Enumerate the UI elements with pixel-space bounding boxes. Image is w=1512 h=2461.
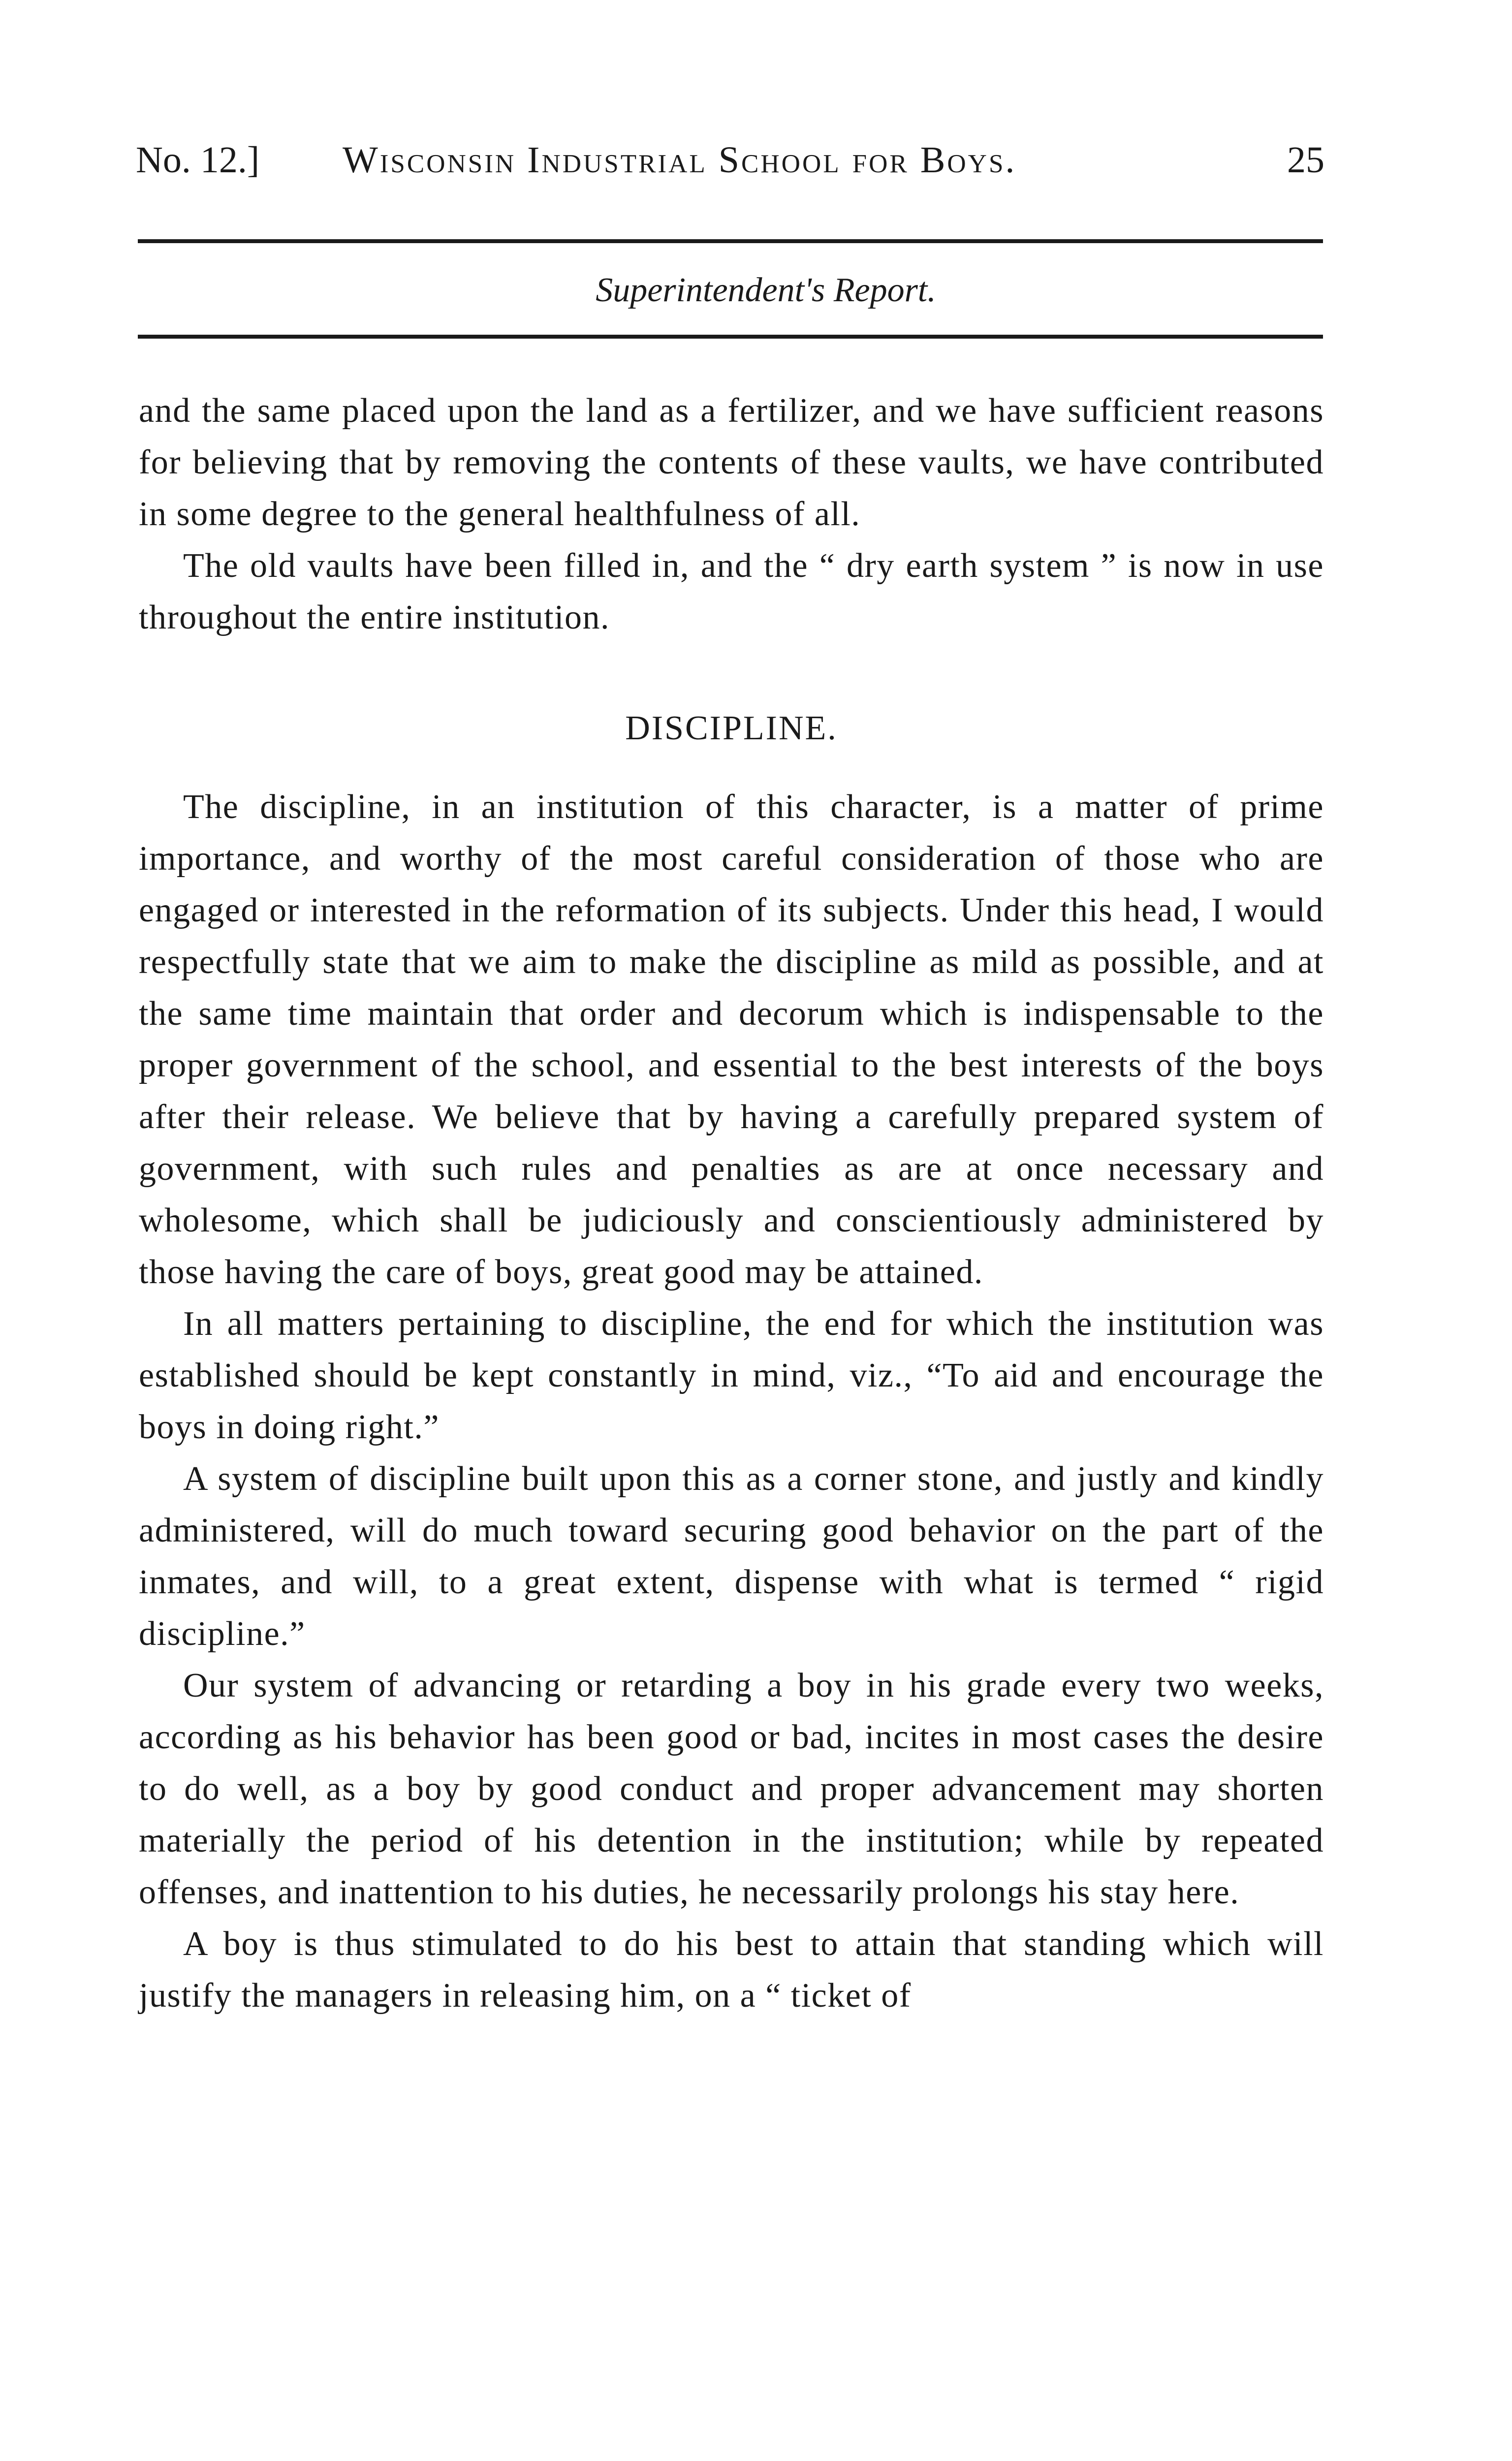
header-rule-bottom xyxy=(138,335,1323,339)
document-number: No. 12.] xyxy=(136,139,260,181)
report-subheader: Superintendent's Report. xyxy=(596,271,936,309)
paragraph-vaults: The old vaults have been filled in, and the “ dry earth system ” is now in use throughout the entire institution. xyxy=(139,547,1324,636)
running-header xyxy=(136,133,1324,187)
paragraph-discipline: The discipline, in an institution of this character, is a matter of prime importance, and worthy of the most careful consideration of those who are engaged or interested in the reformation of its subjects. Under this head, I would respectfully state that we aim to make the discipline as mild as possible, and at the same time maintain that order and decorum which is indispensable to the proper government of the school, and essential to the best interests of the boys after their release. We believe that by having a carefully prepared system of government, with such rules and penalties as are at once necessary and wholesome, which shall be judiciously and conscientiously administered by those having the care of boys, great good may be attained. xyxy=(139,788,1324,1291)
paragraph-system: A system of discipline built upon this as a corner stone, and justly and kindly administered, will do much toward securing good behavior on the part of the inmates, and will, to a great extent, dispense with what is termed “ rigid discipline.” xyxy=(139,1460,1324,1653)
paragraph-continued: and the same placed upon the land as a fertilizer, and we have sufficient reasons for believing that by removing the contents of these vaults, we have contributed in some degree to the general healthfulness of all. xyxy=(139,392,1324,533)
header-rule-top xyxy=(138,239,1323,243)
body-text xyxy=(139,385,1324,2021)
paragraph-aim: In all matters pertaining to discipline, the end for which the institution was established should be kept constantly in mind, viz., “To aid and encourage the boys in doing right.” xyxy=(139,1305,1324,1446)
publication-title: Wisconsin Industrial School for Boys. xyxy=(343,139,1017,181)
paragraph-grading: Our system of advancing or retarding a boy in his grade every two weeks, according as his behavior has been good or bad, incites in most cases the desire to do well, as a boy by good conduct and proper advancement may shorten materially the period of his detention in the institution; while by repeated offenses, and inattention to his duties, he necessarily prolongs his stay here. xyxy=(139,1667,1324,1911)
paragraph-ticket: A boy is thus stimulated to do his best to attain that standing which will justify the managers in releasing him, on a “ ticket of xyxy=(139,1925,1324,2015)
page-number: 25 xyxy=(1287,139,1324,181)
section-title: DISCIPLINE. xyxy=(625,709,838,747)
